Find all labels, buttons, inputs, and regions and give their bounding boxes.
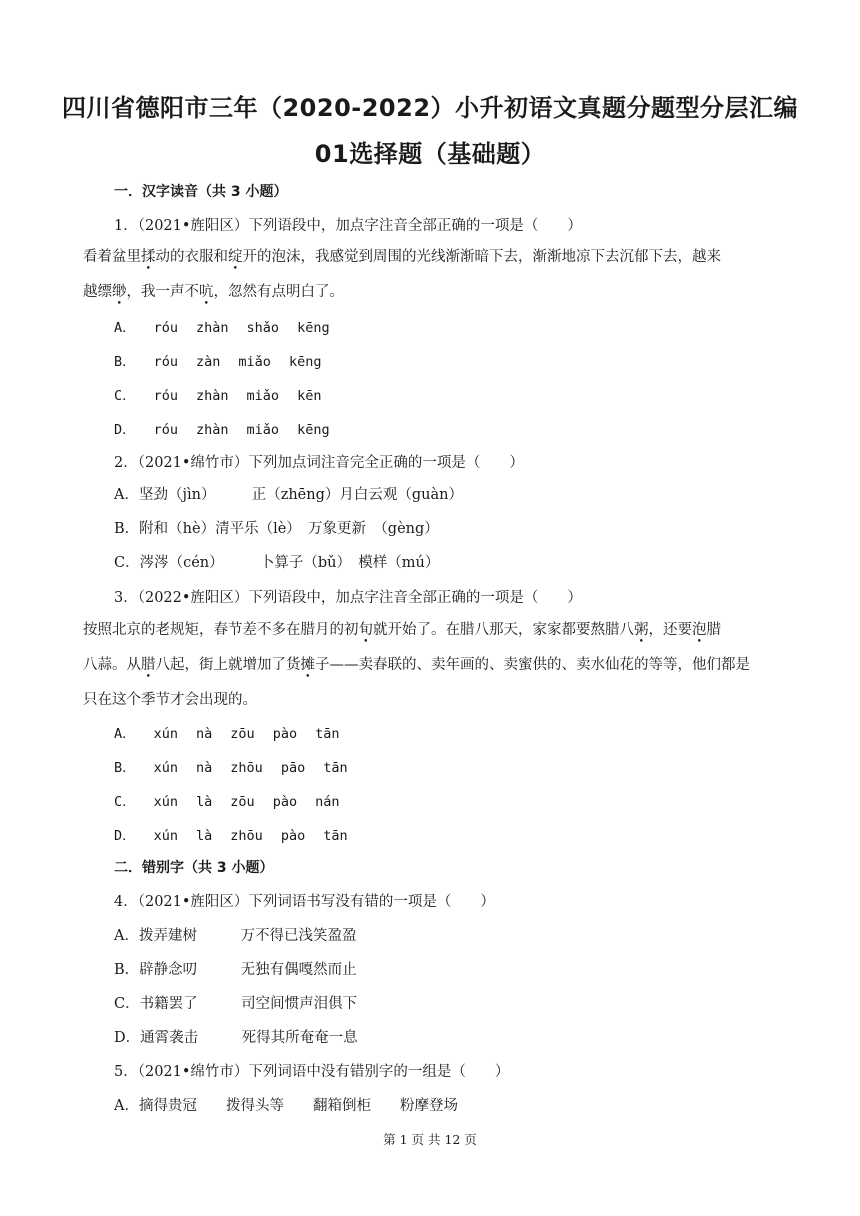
option-letter: B．: [114, 760, 136, 776]
pinyin: xún: [153, 760, 179, 776]
question-3-stem: 3．（2022•旌阳区）下列语段中，加点字注音全部正确的一项是（ ）: [114, 590, 582, 606]
question-5-stem: 5．（2021•绵竹市）下列词语中没有错别字的一组是（ ）: [114, 1064, 510, 1080]
question-2-option-b: B．附和（hè）清平乐（lè） 万象更新 （gèng）: [114, 521, 439, 537]
pinyin: miǎo: [238, 354, 271, 370]
question-1-stem: 1．（2021•旌阳区）下列语段中，加点字注音全部正确的一项是（ ）: [114, 218, 582, 234]
question-4-option-a: A．拨弄建树 万不得已浅笑盈盈: [114, 928, 357, 944]
pinyin: róu: [153, 354, 179, 370]
pinyin: zōu: [230, 726, 255, 742]
pinyin: pào: [280, 828, 306, 844]
section-heading-typos: 二．错别字（共 3 小题）: [114, 860, 274, 876]
pinyin: zōu: [230, 794, 255, 810]
pinyin: zhàn: [196, 320, 229, 336]
option-letter: D．: [114, 422, 136, 438]
option-letter: C．: [114, 794, 136, 810]
pinyin: miǎo: [246, 422, 280, 438]
question-1-option-b: [114, 350, 339, 370]
pinyin: róu: [153, 320, 179, 336]
pinyin: zhàn: [196, 388, 229, 404]
pinyin: pào: [272, 726, 298, 742]
option-letter: C．: [114, 388, 136, 404]
pinyin: tān: [315, 726, 340, 742]
pinyin: là: [196, 828, 213, 844]
document-subtitle: 01选择题（基础题）: [314, 140, 546, 168]
question-4-option-b: B．辟静念叨 无独有偶嘎然而止: [114, 962, 357, 978]
pinyin: nà: [196, 760, 213, 776]
question-4-option-d: D．通霄袭击 死得其所奄奄一息: [114, 1030, 358, 1046]
question-3-option-d: [114, 824, 366, 844]
question-3-passage-line-2: 八蒜。从腊八起，街上就增加了货摊子——卖春联的、卖年画的、卖蜜供的、卖水仙花的等等，他们都是: [83, 657, 750, 673]
pinyin: kēng: [288, 354, 322, 370]
document-title: 四川省德阳市三年（2020-2022）小升初语文真题分题型分层汇编: [61, 94, 799, 122]
question-3-passage-line-3: 只在这个季节才会出现的。: [83, 692, 257, 708]
pinyin: nán: [315, 794, 340, 810]
question-1-passage-line-2: 越缥缈，我一声不吭，忽然有点明白了。: [83, 284, 344, 300]
pinyin: tān: [323, 828, 348, 844]
pinyin: kēn: [297, 388, 322, 404]
question-4-stem: 4．（2021•旌阳区）下列词语书写没有错的一项是（ ）: [114, 894, 495, 910]
question-1-option-d: [114, 418, 348, 438]
pinyin: róu: [153, 422, 179, 438]
pinyin: róu: [153, 388, 179, 404]
question-4-option-c: C．书籍罢了 司空间惯声泪俱下: [114, 996, 358, 1012]
pinyin: zhōu: [230, 760, 263, 776]
question-3-option-a: [114, 722, 357, 742]
pinyin: pāo: [280, 760, 306, 776]
pinyin: nà: [196, 726, 213, 742]
pinyin: zhōu: [230, 828, 263, 844]
pinyin: xún: [153, 828, 179, 844]
pinyin: xún: [153, 726, 179, 742]
page-number-footer: 第 1 页 共 12 页: [383, 1132, 477, 1147]
option-letter: A．: [114, 726, 136, 742]
pinyin: xún: [153, 794, 179, 810]
pinyin: miǎo: [246, 388, 280, 404]
question-2-option-c: C．涔涔（cén） 卜算子（bǔ） 模样（mú）: [114, 555, 440, 571]
question-3-passage-line-1: 按照北京的老规矩，春节差不多在腊月的初旬就开始了。在腊八那天，家家都要熬腊八粥，还要泡腊: [83, 622, 721, 638]
question-3-option-b: [114, 756, 366, 776]
pinyin: zàn: [196, 354, 221, 370]
pinyin: shǎo: [246, 320, 280, 336]
section-heading-pronunciation: 一．汉字读音（共 3 小题）: [114, 184, 288, 200]
pinyin: là: [196, 794, 213, 810]
option-letter: B．: [114, 354, 136, 370]
question-1-passage-line-1: 看着盆里揉动的衣服和绽开的泡沫，我感觉到周围的光线渐渐暗下去，渐渐地凉下去沉郁下去，越来: [83, 249, 721, 265]
question-1-option-a: [114, 316, 348, 336]
question-2-stem: 2．（2021•绵竹市）下列加点词注音完全正确的一项是（ ）: [114, 455, 524, 471]
option-letter: A．: [114, 320, 136, 336]
question-3-option-c: [114, 790, 357, 810]
pinyin: kēng: [297, 422, 330, 438]
question-1-option-c: [114, 384, 339, 404]
pinyin: kēng: [297, 320, 330, 336]
question-2-option-a: A．坚劲（jìn） 正（zhēng）月白云观（guàn）: [114, 487, 463, 503]
pinyin: tān: [323, 760, 348, 776]
pinyin: pào: [272, 794, 298, 810]
pinyin: zhàn: [196, 422, 229, 438]
question-5-option-a: A．摘得贵冠 拨得头等 翻箱倒柜 粉摩登场: [114, 1098, 458, 1114]
option-letter: D．: [114, 828, 136, 844]
